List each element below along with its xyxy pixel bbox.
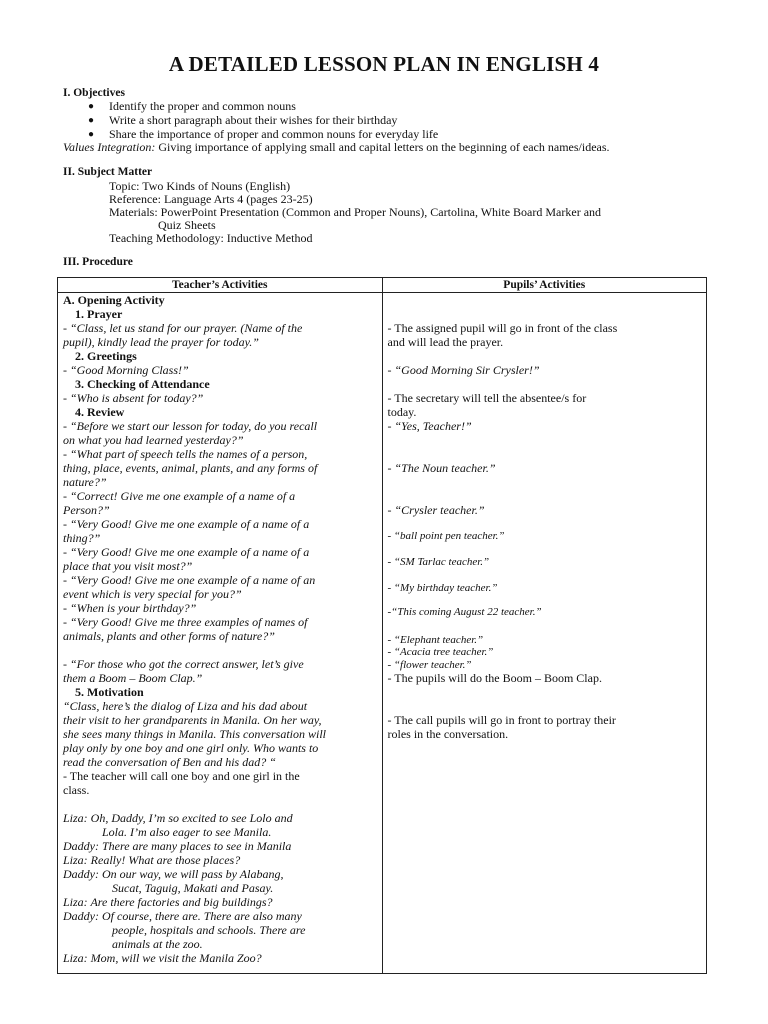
section-heading: A. Opening Activity xyxy=(63,293,165,307)
teacher-line: - The teacher will call one boy and one girl in the xyxy=(63,769,300,783)
teacher-line: - “Good Morning Class!” xyxy=(63,363,189,377)
values-label: Values Integration: xyxy=(63,140,156,154)
dialog-line: Liza: Mom, will we visit the Manila Zoo? xyxy=(63,951,262,965)
dialog-line: Liza: Really! What are those places? xyxy=(63,853,241,867)
subsection-heading: 3. Checking of Attendance xyxy=(75,377,210,391)
objective-item: Write a short paragraph about their wishes for their birthday xyxy=(109,113,398,127)
teacher-line: nature?” xyxy=(63,475,107,489)
values-text: Giving importance of applying small and capital letters on the beginning of each names/ideas. xyxy=(158,140,610,154)
teacher-line: event which is very special for you?” xyxy=(63,587,242,601)
teacher-line: - “Very Good! Give me one example of a name of a xyxy=(63,545,310,559)
pupil-line: roles in the conversation. xyxy=(387,727,509,741)
dialog-line: Daddy: Of course, there are. There are also many xyxy=(63,909,302,923)
teacher-line: - “Who is absent for today?” xyxy=(63,391,204,405)
teacher-line: - “Very Good! Give me one example of a name of an xyxy=(63,573,316,587)
pupil-line: - “Elephant teacher.” xyxy=(387,634,484,646)
procedure-table xyxy=(57,277,707,974)
teacher-line: - “What part of speech tells the names of a person, xyxy=(63,447,308,461)
teacher-line: their visit to her grandparents in Manila. On her way, xyxy=(63,713,322,727)
subject-materials: Materials: PowerPoint Presentation (Common and Proper Nouns), Cartolina, White Board Marker and xyxy=(109,205,602,219)
pupil-line: - “SM Tarlac teacher.” xyxy=(387,556,490,568)
bullet-icon: ● xyxy=(88,115,95,126)
teacher-line: read the conversation of Ben and his dad? “ xyxy=(63,755,276,769)
teacher-line: “Class, here’s the dialog of Liza and his dad about xyxy=(63,699,308,713)
pupils-activities-cell xyxy=(382,293,707,974)
subject-methodology: Teaching Methodology: Inductive Method xyxy=(109,231,313,245)
pupil-line: - “Yes, Teacher!” xyxy=(387,419,472,433)
pupil-line: - The secretary will tell the absentee/s for xyxy=(387,391,587,405)
teacher-line: - “For those who got the correct answer, let’s give xyxy=(63,657,304,671)
pupil-line: and will lead the prayer. xyxy=(387,335,504,349)
dialog-line: Sucat, Taguig, Makati and Pasay. xyxy=(112,881,274,895)
dialog-line: Daddy: On our way, we will pass by Alabang, xyxy=(63,867,284,881)
teacher-line: them a Boom – Boom Clap.” xyxy=(63,671,203,685)
pupil-line: - The pupils will do the Boom – Boom Clap. xyxy=(387,671,602,685)
pupil-line: - “Acacia tree teacher.” xyxy=(387,646,494,658)
document-title: A DETAILED LESSON PLAN IN ENGLISH 4 xyxy=(168,52,600,76)
teacher-line: - “Before we start our lesson for today, do you recall xyxy=(63,419,318,433)
teacher-line: thing, place, events, animal, plants, and any forms of xyxy=(63,461,318,475)
pupil-line: - “My birthday teacher.” xyxy=(387,582,498,594)
subsection-heading: 4. Review xyxy=(75,405,125,419)
table-header-row xyxy=(58,278,707,293)
pupils-column-header: Pupils’ Activities xyxy=(382,278,707,293)
teacher-line: play only by one boy and one girl only. Who wants to xyxy=(63,741,319,755)
pupil-line: - “Good Morning Sir Crysler!” xyxy=(387,363,540,377)
teacher-line: - “Correct! Give me one example of a name of a xyxy=(63,489,296,503)
teacher-line: - “Class, let us stand for our prayer. (Name of the xyxy=(63,321,303,335)
dialog-line: animals at the zoo. xyxy=(112,937,203,951)
subsection-heading: 2. Greetings xyxy=(75,349,137,363)
pupil-line: - “ball point pen teacher.” xyxy=(387,530,505,542)
teacher-line: she sees many things in Manila. This conversation will xyxy=(63,727,326,741)
teacher-line: animals, plants and other forms of nature?” xyxy=(63,629,275,643)
subject-reference: Reference: Language Arts 4 (pages 23-25) xyxy=(109,192,313,206)
dialog-line: Liza: Oh, Daddy, I’m so excited to see Lolo and xyxy=(63,811,293,825)
teacher-activities-cell xyxy=(58,293,383,974)
pupil-line: -“This coming August 22 teacher.” xyxy=(387,606,542,618)
objectives-heading: I. Objectives xyxy=(63,87,125,99)
subject-materials-cont: Quiz Sheets xyxy=(158,218,216,232)
teacher-line: - “When is your birthday?” xyxy=(63,601,197,615)
dialog-line: people, hospitals and schools. There are xyxy=(112,923,306,937)
subsection-heading: 1. Prayer xyxy=(75,307,123,321)
teacher-line: pupil), kindly lead the prayer for today.” xyxy=(63,335,259,349)
table-row xyxy=(58,293,707,974)
teacher-line: class. xyxy=(63,783,90,797)
pupil-line: - “flower teacher.” xyxy=(387,659,472,671)
pupil-line: - The assigned pupil will go in front of the class xyxy=(387,321,618,335)
subject-topic: Topic: Two Kinds of Nouns (English) xyxy=(109,179,291,193)
dialog-line: Lola. I’m also eager to see Manila. xyxy=(102,825,272,839)
objective-item: Identify the proper and common nouns xyxy=(109,99,296,113)
objective-item: Share the importance of proper and common nouns for everyday life xyxy=(109,127,439,141)
values-integration xyxy=(63,140,610,154)
pupil-line: - The call pupils will go in front to portray their xyxy=(387,713,616,727)
teacher-line: on what you had learned yesterday?” xyxy=(63,433,244,447)
teacher-line: Person?” xyxy=(63,503,110,517)
dialog-line: Liza: Are there factories and big buildings? xyxy=(63,895,273,909)
pupil-line: - “The Noun teacher.” xyxy=(387,461,496,475)
teacher-line: thing?” xyxy=(63,531,101,545)
teacher-line: - “Very Good! Give me three examples of names of xyxy=(63,615,308,629)
subsection-heading: 5. Motivation xyxy=(75,685,144,699)
bullet-icon: ● xyxy=(88,101,95,112)
pupil-line: today. xyxy=(387,405,417,419)
teacher-column-header: Teacher’s Activities xyxy=(58,278,383,293)
bullet-icon: ● xyxy=(88,129,95,140)
teacher-line: place that you visit most?” xyxy=(63,559,193,573)
subject-heading: II. Subject Matter xyxy=(63,166,153,178)
pupil-line: - “Crysler teacher.” xyxy=(387,503,485,517)
teacher-line: - “Very Good! Give me one example of a name of a xyxy=(63,517,310,531)
dialog-line: Daddy: There are many places to see in Manila xyxy=(63,839,292,853)
procedure-heading: III. Procedure xyxy=(63,256,133,268)
